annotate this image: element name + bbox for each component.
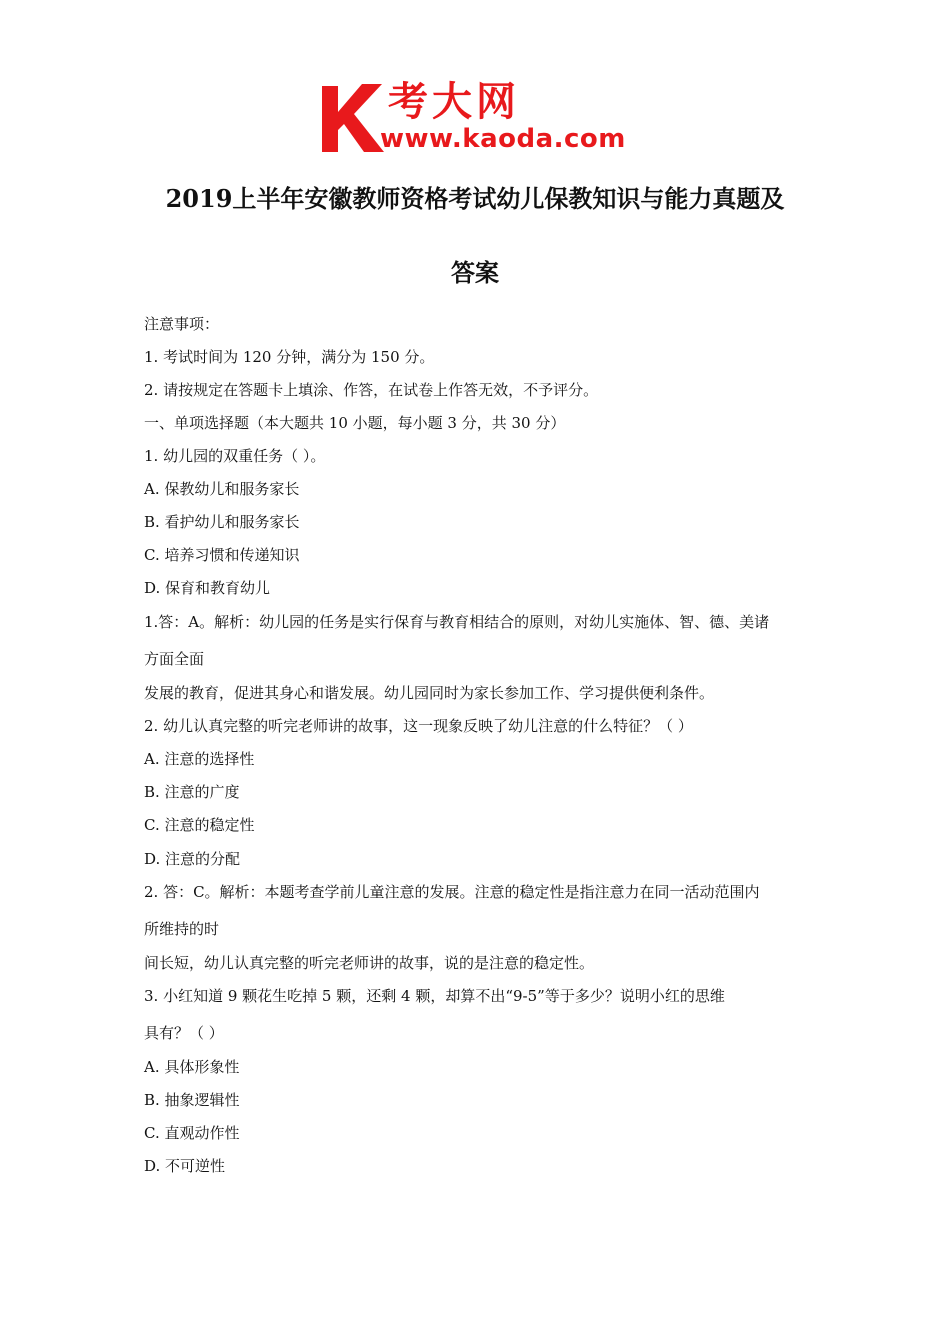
q3-option-c: C. 直观动作性 bbox=[144, 1124, 240, 1142]
logo-brand-text: 考大网 bbox=[388, 79, 520, 125]
q2-answer-line-3: 间长短，幼儿认真完整的听完老师讲的故事，说的是注意的稳定性。 bbox=[144, 954, 595, 972]
q2-answer-line-2: 所维持的时 bbox=[144, 920, 220, 938]
q1-answer-line-1: 1.答：A。解析：幼儿园的任务是实行保育与教育相结合的原则，对幼儿实施体、智、德、美诸 bbox=[144, 613, 770, 631]
notice-item-2: 2. 请按规定在答题卡上填涂、作答，在试卷上作答无效，不予评分。 bbox=[144, 381, 599, 399]
q2-option-c: C. 注意的稳定性 bbox=[144, 816, 255, 834]
q3-option-b: B. 抽象逻辑性 bbox=[144, 1091, 240, 1109]
q1-option-d: D. 保育和教育幼儿 bbox=[144, 579, 271, 597]
q3-option-d: D. 不可逆性 bbox=[144, 1157, 226, 1175]
question-3-line-1: 3. 小红知道 9 颗花生吃掉 5 颗，还剩 4 颗，却算不出“9-5”等于多少？说明小红的思维 bbox=[144, 987, 725, 1005]
q2-option-a: A. 注意的选择性 bbox=[144, 750, 255, 768]
q1-answer-line-2: 方面全面 bbox=[144, 650, 205, 668]
notice-heading: 注意事项： bbox=[144, 315, 220, 333]
q2-answer-line-1: 2. 答：C。解析：本题考查学前儿童注意的发展。注意的稳定性是指注意力在同一活动范围内 bbox=[144, 883, 760, 901]
logo-url-text: www.kaoda.com bbox=[380, 124, 626, 154]
question-2: 2. 幼儿认真完整的听完老师讲的故事，这一现象反映了幼儿注意的什么特征？（ ） bbox=[144, 717, 693, 735]
q1-answer-line-3: 发展的教育，促进其身心和谐发展。幼儿园同时为家长参加工作、学习提供便利条件。 bbox=[144, 684, 715, 702]
document-title-line-2: 答案 bbox=[451, 258, 499, 287]
q1-option-a: A. 保教幼儿和服务家长 bbox=[144, 480, 300, 498]
kaoda-logo bbox=[318, 78, 638, 158]
q1-option-c: C. 培养习惯和传递知识 bbox=[144, 546, 300, 564]
notice-item-1: 1. 考试时间为 120 分钟，满分为 150 分。 bbox=[144, 348, 435, 366]
question-3-line-2: 具有？（ ） bbox=[144, 1024, 224, 1042]
q2-option-d: D. 注意的分配 bbox=[144, 850, 241, 868]
q2-option-b: B. 注意的广度 bbox=[144, 783, 240, 801]
q3-option-a: A. 具体形象性 bbox=[144, 1058, 240, 1076]
q1-option-b: B. 看护幼儿和服务家长 bbox=[144, 513, 300, 531]
document-title-line-1: 2019上半年安徽教师资格考试幼儿保教知识与能力真题及 bbox=[165, 184, 785, 213]
question-1: 1. 幼儿园的双重任务（ ）。 bbox=[144, 447, 326, 465]
section-heading: 一、单项选择题（本大题共 10 小题，每小题 3 分，共 30 分） bbox=[144, 414, 566, 432]
